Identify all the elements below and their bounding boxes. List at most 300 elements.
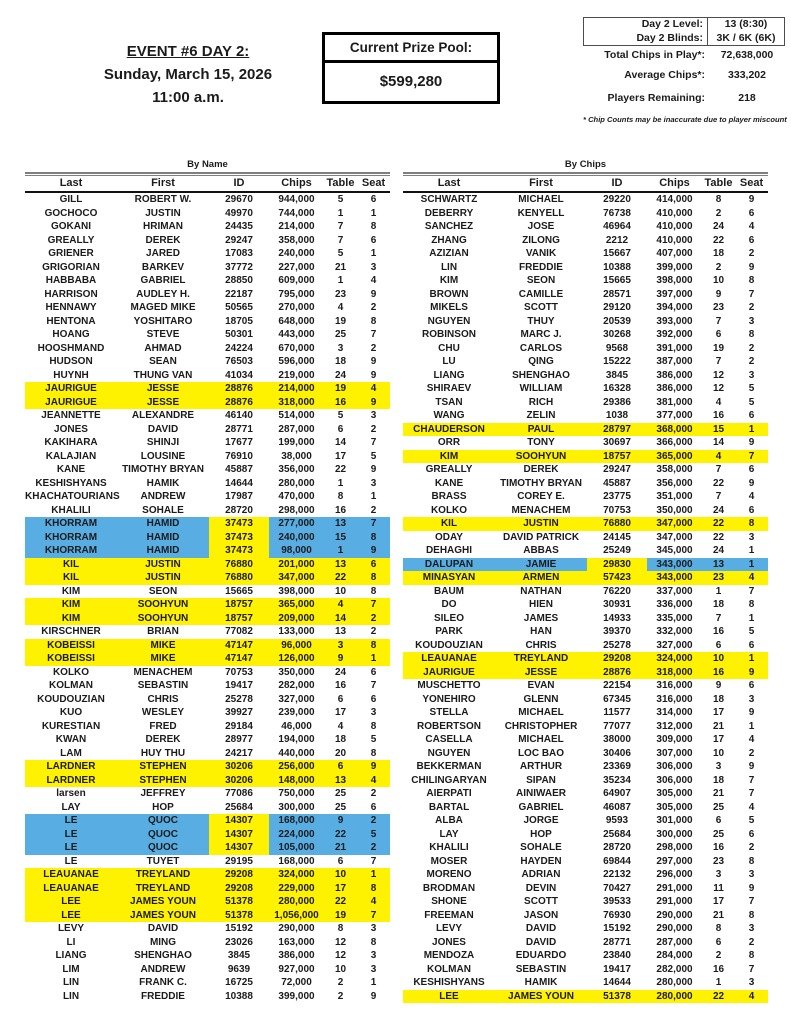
cell-last: CHAUDERSON [413,423,485,435]
cell-id: 15192 [225,923,253,934]
table-row [403,463,768,477]
cell-id: 47147 [225,653,253,664]
table-row [25,423,390,437]
cell-id: 51378 [225,909,253,921]
cell-first: SCOTT [524,896,558,907]
cell-id: 39533 [603,896,631,907]
cell-first: ANDREW [140,491,186,502]
cell-chips: 306,000 [656,774,693,786]
cell-seat: 8 [748,950,755,961]
cell-first: TIMOTHY BRYAN [500,477,582,489]
table-row [25,369,390,383]
cell-first: GABRIEL [140,275,186,286]
cell-id: 23840 [603,950,631,961]
cell-seat: 2 [370,626,377,637]
cell-chips: 407,000 [656,248,693,259]
cell-id: 39370 [603,626,631,637]
cell-table: 15 [712,423,725,435]
cell-chips: 96,000 [281,639,312,651]
cell-table: 3 [715,761,722,772]
cell-seat: 8 [370,747,377,759]
cell-first: GABRIEL [518,801,564,813]
cell-id: 28720 [225,504,253,516]
cell-first: QUOC [117,828,209,842]
table-row [403,747,768,761]
cell-id: 51378 [603,990,631,1002]
cell-table: 22 [334,896,347,907]
table-row [25,841,390,855]
cell-seat: 1 [748,720,755,732]
cell-chips: 398,000 [278,585,315,597]
cell-seat: 1 [370,248,377,259]
cell-chips: 98,000 [269,544,324,558]
table-row [403,720,768,734]
cell-last: KOBEISSI [47,639,95,651]
cell-seat: 9 [748,437,755,448]
cell-table: 16 [712,842,725,853]
cell-chips: 393,000 [656,315,693,327]
table-row [25,747,390,761]
cell-chips: 209,000 [278,612,315,624]
column-header-id: ID [233,177,245,189]
cell-seat: 2 [748,302,755,313]
cell-first: JUSTIN [523,518,559,529]
table-row [25,760,390,774]
cell-id: 22154 [603,680,631,691]
cell-last: AIERPATI [426,788,472,799]
cell-id: 67345 [603,693,631,705]
average-chips-value: 333,202 [728,69,766,81]
cell-last: JONES [54,423,88,435]
cell-chips: 927,000 [278,963,315,975]
cell-id: 3845 [227,950,251,961]
table-row [25,679,390,693]
cell-table: 9 [324,814,357,828]
cell-id: 29120 [603,302,631,313]
cell-id: 57423 [603,572,631,583]
cell-first: DEREK [145,234,181,246]
cell-last: KHORRAM [25,531,117,545]
table-row [25,490,390,504]
cell-last: KWAN [55,734,87,745]
cell-table: 21 [712,720,725,732]
cell-chips: 440,000 [278,747,315,759]
table-row [403,976,768,990]
cell-id: 18757 [225,612,253,624]
cell-table: 9 [715,288,722,300]
cell-last: GOCHOCO [44,207,98,219]
cell-table: 7 [715,612,722,624]
cell-seat: 2 [748,747,755,759]
event-date: Sunday, March 15, 2026 [103,66,273,83]
cell-first: ARTHUR [519,761,563,772]
cell-table: 16 [334,396,347,408]
cell-last: LU [442,356,456,367]
cell-first: FRED [149,720,177,732]
cell-first: MENACHEM [511,504,571,516]
cell-first: CHRIS [147,693,179,705]
table-row [403,855,768,869]
cell-seat: 8 [357,531,390,545]
cell-last: DEBERRY [424,207,474,219]
cell-table: 17 [712,734,725,745]
cell-last: LIM [62,963,80,975]
cell-table: 22 [334,572,347,583]
column-header-id: ID [611,177,623,189]
cell-first: TREYLAND [135,882,191,894]
table-row [403,315,768,329]
cell-last: KOLKO [52,666,90,678]
cell-seat: 3 [748,315,755,327]
cell-table: 21 [712,788,725,799]
cell-last: larsen [56,788,86,799]
cell-table: 12 [712,383,725,394]
players-remaining-value: 218 [738,92,756,104]
cell-table: 3 [715,869,722,880]
cell-last: KHALILI [51,504,91,516]
cell-seat: 2 [748,842,755,853]
cell-last: KOUDOUZIAN [37,693,105,705]
cell-first: FREDDIE [519,261,563,273]
cell-id: 19417 [225,680,253,691]
cell-chips: 377,000 [656,410,693,421]
cell-table: 13 [324,517,357,531]
cell-table: 10 [334,963,347,975]
cell-first: LOC BAO [517,747,565,759]
cell-last: LEE [61,909,81,921]
cell-id: 28876 [225,396,253,408]
cell-chips: 343,000 [647,558,702,572]
cell-table: 16 [712,410,725,421]
cell-first: SEON [148,585,178,597]
cell-chips: 399,000 [278,990,315,1002]
cell-seat: 8 [748,855,755,867]
table-row [25,895,390,909]
cell-first: NATHAN [520,585,562,597]
cell-seat: 1 [370,977,377,988]
cell-chips: 296,000 [656,869,693,880]
cell-table: 20 [334,747,347,759]
cell-chips: 168,000 [278,855,315,867]
cell-seat: 7 [370,855,377,867]
cell-table: 15 [324,531,357,545]
cell-table: 24 [712,545,725,556]
cell-last: WANG [433,410,465,421]
cell-last: ALBA [435,815,463,826]
cell-seat: 9 [748,707,755,718]
cell-first: FRANK C. [139,977,187,988]
cell-chips: 194,000 [278,734,315,745]
cell-first: CARLOS [519,342,563,354]
day2-level-label: Day 2 Level: [584,18,708,32]
table-row [403,868,768,882]
cell-table: 6 [337,693,344,705]
by-chips-rows [403,193,768,1003]
cell-chips: 795,000 [278,288,315,300]
table-row [25,207,390,221]
cell-seat: 5 [370,450,377,462]
players-remaining-label: Players Remaining: [607,92,705,104]
cell-chips: 291,000 [656,882,693,894]
table-row [403,328,768,342]
total-chips-line [583,49,785,62]
cell-seat: 9 [748,882,755,894]
cell-table: 10 [712,653,725,664]
cell-first: JUSTIN [145,572,181,583]
cell-seat: 6 [370,666,377,678]
cell-chips: 309,000 [656,734,693,745]
table-row [25,301,390,315]
cell-first: CHRISTOPHER [504,720,578,732]
cell-id: 76880 [603,518,631,529]
cell-id: 25278 [603,639,631,651]
cell-id: 10388 [603,261,631,273]
cell-chips: 347,000 [278,572,315,583]
table-row [403,558,768,572]
table-row [25,666,390,680]
cell-last: DEHAGHI [425,545,473,556]
cell-table: 2 [337,977,344,988]
table-row [403,544,768,558]
cell-first: JEFFREY [140,788,186,799]
day2-blinds-value: 3K / 6K (6K) [716,31,776,44]
cell-id: 14644 [603,977,631,988]
cell-last: AZIZIAN [429,248,469,259]
cell-seat: 6 [748,504,755,516]
cell-seat: 9 [370,464,377,475]
cell-seat: 8 [370,221,377,232]
column-header-row [403,176,768,193]
cell-id: 64907 [603,788,631,799]
cell-seat: 9 [370,396,377,408]
column-header-first: First [151,177,175,189]
cell-seat: 5 [357,828,390,842]
cell-first: STEPHEN [139,761,187,772]
cell-last: GRIENER [48,248,94,259]
cell-first: HAMID [117,517,209,531]
cell-table: 4 [337,720,344,732]
cell-last: SHIRAEV [426,383,472,394]
cell-chips: 312,000 [656,720,693,732]
cell-id: 29208 [603,653,631,664]
table-row [25,963,390,977]
cell-id: 18757 [225,599,253,610]
column-header-row [25,176,390,193]
cell-seat: 3 [370,477,377,489]
cell-seat: 2 [370,342,377,354]
cell-table: 22 [712,531,725,543]
table-row [25,922,390,936]
cell-last: MUSCHETTO [417,680,481,691]
player-tables [25,159,768,1003]
cell-first: AINIWAER [516,788,566,799]
cell-id: 46140 [225,410,253,421]
cell-chips: 386,000 [278,950,315,961]
cell-chips: 307,000 [656,747,693,759]
cell-table: 17 [334,882,347,894]
cell-last: LAY [439,828,459,840]
column-header-table: Table [326,177,355,189]
by-name-table [25,159,390,1003]
cell-first: EVAN [527,680,555,691]
cell-first: ADRIAN [521,869,561,880]
cell-id: 70753 [225,666,253,678]
cell-chips: 391,000 [656,342,693,354]
column-header-table: Table [704,177,733,189]
cell-first: ARMEN [522,572,560,583]
players-remaining-line [583,92,785,105]
cell-seat: 7 [370,680,377,691]
cell-last: LEE [439,990,459,1002]
cell-table: 19 [334,383,347,394]
column-header-last: Last [437,177,461,189]
cell-table: 8 [715,194,722,205]
cell-seat: 2 [357,814,390,828]
cell-last: STELLA [429,707,469,718]
table-row [25,558,390,572]
cell-first: JORGE [523,815,559,826]
table-row [403,517,768,531]
cell-chips: 163,000 [278,936,315,948]
cell-first: SIPAN [526,774,556,786]
cell-first: BRIAN [147,626,179,637]
cell-first: GLENN [523,693,559,705]
cell-last: KIM [439,450,459,462]
cell-first: SOOHYUN [137,599,189,610]
cell-seat: 4 [748,801,755,813]
cell-table: 12 [334,936,347,948]
cell-last: FREEMAN [424,909,474,921]
cell-chips: 72,000 [281,977,312,988]
table-row [25,463,390,477]
table-row [25,868,390,882]
cell-first: HAMIK [524,977,558,988]
table-row [403,774,768,788]
cell-table: 3 [337,639,344,651]
cell-id: 22187 [225,288,253,300]
cell-first: ABBAS [523,545,559,556]
cell-seat: 7 [370,909,377,921]
cell-chips: 300,000 [278,801,315,813]
cell-first: VANIK [525,248,557,259]
cell-first: HOP [530,828,552,840]
cell-seat: 7 [357,517,390,531]
cell-chips: 392,000 [656,329,693,340]
cell-last: JAURIGUE [45,383,97,394]
cell-last: KALAJIAN [45,450,97,462]
cell-id: 24217 [225,747,253,759]
cell-last: MIKELS [430,302,468,313]
cell-last: LE [64,855,78,867]
cell-chips: 365,000 [656,450,693,462]
table-row [403,895,768,909]
cell-chips: 381,000 [656,396,693,408]
cell-first: QING [528,356,554,367]
cell-table: 1 [337,477,344,489]
cell-seat: 4 [370,774,377,786]
cell-first: DAVID [525,936,557,948]
cell-chips: 290,000 [656,923,693,934]
cell-id: 22132 [603,869,631,880]
chip-count-disclaimer: * Chip Counts may be inaccurate due to player miscount [583,115,787,124]
column-header-last: Last [59,177,83,189]
table-row [403,814,768,828]
cell-first: HIEN [529,599,553,610]
cell-chips: 201,000 [278,558,315,570]
cell-chips: 240,000 [278,248,315,259]
table-row [403,423,768,437]
table-row [25,450,390,464]
total-chips-label: Total Chips in Play*: [604,49,705,61]
cell-id: 29386 [603,396,631,408]
cell-id: 25684 [603,828,631,840]
cell-seat: 3 [370,950,377,961]
table-row [403,882,768,896]
cell-chips: 280,000 [278,896,315,907]
cell-table: 24 [334,369,347,381]
cell-id: 30206 [225,774,253,786]
cell-seat: 9 [370,990,377,1002]
cell-last: BROWN [429,288,469,300]
cell-id: 69844 [603,855,631,867]
cell-id: 3845 [605,369,629,381]
cell-last: LIN [440,261,458,273]
cell-id: 41034 [225,369,253,381]
cell-first: SEBASTIN [515,963,567,975]
cell-id: 35234 [603,774,631,786]
cell-table: 4 [337,302,344,313]
cell-first: HUY THU [140,747,186,759]
table-row [25,355,390,369]
cell-last: KURESTIAN [41,720,101,732]
cell-id: 18757 [603,450,631,462]
cell-table: 25 [334,788,347,799]
cell-first: ZILONG [522,234,560,246]
table-row [25,342,390,356]
cell-table: 18 [334,734,347,745]
cell-chips: 750,000 [278,788,315,799]
cell-id: 18705 [225,315,253,327]
cell-chips: 282,000 [278,680,315,691]
table-row [25,949,390,963]
cell-id: 24224 [225,342,253,354]
cell-chips: 290,000 [656,909,693,921]
cell-seat: 3 [748,531,755,543]
by-chips-table [403,159,768,1003]
cell-first: TONY [527,437,555,448]
cell-first: AUDLEY H. [136,288,190,300]
cell-table: 21 [334,261,347,273]
cell-seat: 2 [370,302,377,313]
cell-id: 28850 [225,275,253,286]
cell-first: DAVID [147,923,179,934]
cell-first: TREYLAND [135,869,191,880]
cell-first: SOHALE [520,842,562,853]
cell-last: BARTAL [428,801,470,813]
table-row [25,814,390,828]
table-row [403,207,768,221]
cell-last: KIM [61,599,81,610]
cell-chips: 300,000 [656,828,693,840]
cell-first: JASON [523,909,559,921]
cell-id: 9568 [605,342,629,354]
cell-first: CHRIS [525,639,557,651]
cell-last: HOANG [52,329,90,340]
table-row [25,787,390,801]
cell-chips: 410,000 [656,221,693,232]
cell-chips: 744,000 [278,207,315,219]
cell-seat: 9 [370,761,377,772]
